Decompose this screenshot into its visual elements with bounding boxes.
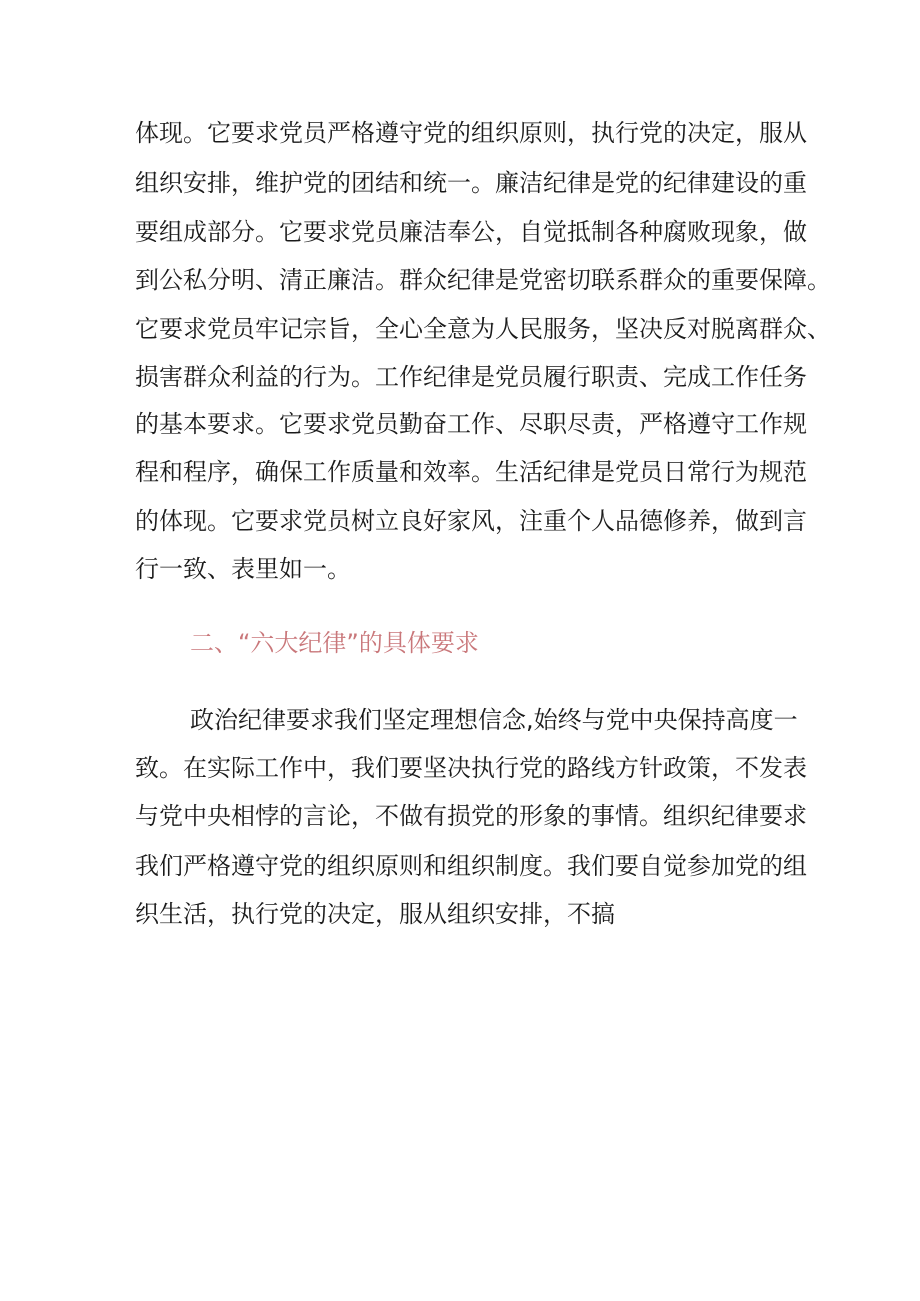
paragraph-2-line-1: 政治纪律要求我们坚定理想信念,始终与党中央保持高度一 — [190, 706, 798, 734]
paragraph-1-line-3: 要组成部分。它要求党员廉洁奉公，自觉抵制各种腐败现象，做 — [135, 218, 807, 246]
section-heading: 二、“六大纪律”的具体要求 — [190, 629, 479, 657]
paragraph-1-line-6: 损害群众利益的行为。工作纪律是党员履行职责、完成工作任务 — [135, 363, 807, 391]
paragraph-1-line-8: 程和程序，确保工作质量和效率。生活纪律是党员日常行为规范 — [135, 458, 807, 486]
paragraph-1-line-1: 体现。它要求党员严格遵守党的组织原则，执行党的决定，服从 — [135, 119, 807, 147]
paragraph-1-line-4: 到公私分明、清正廉洁。群众纪律是党密切联系群众的重要保障。 — [135, 266, 831, 294]
paragraph-1-line-10: 行一致、表里如一。 — [135, 555, 351, 583]
paragraph-2-line-4: 我们严格遵守党的组织原则和组织制度。我们要自觉参加党的组 — [135, 852, 807, 880]
paragraph-1-line-7: 的基本要求。它要求党员勤奋工作、尽职尽责，严格遵守工作规 — [135, 410, 807, 438]
paragraph-2-line-5: 织生活，执行党的决定，服从组织安排，不搞 — [135, 900, 615, 928]
paragraph-1-line-9: 的体现。它要求党员树立良好家风，注重个人品德修养，做到言 — [135, 507, 807, 535]
paragraph-2-line-3: 与党中央相悖的言论，不做有损党的形象的事情。组织纪律要求 — [135, 802, 807, 830]
paragraph-2-line-2: 致。在实际工作中，我们要坚决执行党的路线方针政策，不发表 — [135, 754, 807, 782]
paragraph-1-line-5: 它要求党员牢记宗旨，全心全意为人民服务，坚决反对脱离群众、 — [135, 315, 831, 343]
paragraph-1-line-2: 组织安排，维护党的团结和统一。廉洁纪律是党的纪律建设的重 — [135, 169, 807, 197]
